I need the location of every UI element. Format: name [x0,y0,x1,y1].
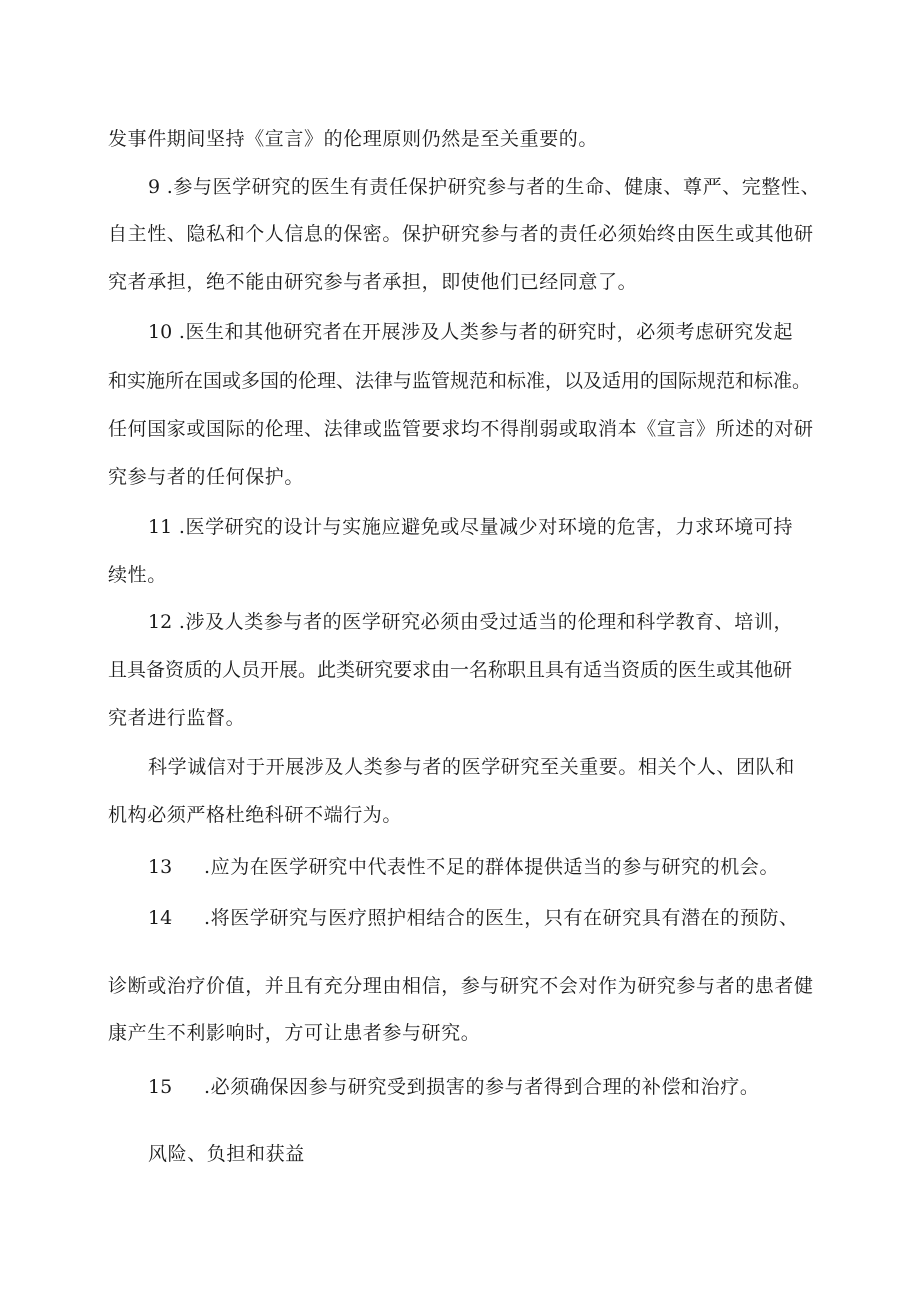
article-12-line-2: 且具备资质的人员开展。此类研究要求由一名称职且具有适当资质的医生或其他研 [108,659,793,681]
article-number: 14 [148,907,173,929]
article-15 [148,1075,759,1099]
article-14-line-3: 康产生不利影响时，方可让患者参与研究。 [108,1022,481,1044]
article-10-line-2: 和实施所在国或多国的伦理、法律与监管规范和标准，以及适用的国际规范和标准。 [108,370,812,392]
article-11-line-2: 续性。 [108,564,167,586]
article-9-line-2: 自主性、隐私和个人信息的保密。保护研究参与者的责任必须始终由医生或其他研 [108,223,814,245]
article-10-line-1 [148,320,793,344]
article-number: 10 [148,321,173,343]
integrity-line-2: 机构必须严格杜绝科研不端行为。 [108,804,403,826]
article-number: 13 [148,856,173,878]
article-text: .医生和其他研究者在开展涉及人类参与者的研究时，必须考虑研究发起 [172,321,794,343]
article-text: .参与医学研究的医生有责任保护研究参与者的生命、健康、尊严、完整性、 [160,176,821,198]
article-9-line-3: 究者承担，绝不能由研究参与者承担，即使他们已经同意了。 [108,271,638,293]
article-number: 11 [148,516,173,538]
article-10-line-3: 任何国家或国际的伦理、法律或监管要求均不得削弱或取消本《宣言》所述的对研 [108,418,814,440]
article-12-line-3: 究者进行监督。 [108,707,246,729]
article-text: .应为在医学研究中代表性不足的群体提供适当的参与研究的机会。 [204,856,780,878]
paragraph-continuation: 发事件期间坚持《宣言》的伦理原则仍然是至关重要的。 [108,128,599,150]
article-9-line-1 [148,175,820,199]
article-text: .必须确保因参与研究受到损害的参与者得到合理的补偿和治疗。 [204,1076,760,1098]
article-12-line-1 [148,610,793,634]
article-14-line-1 [148,906,799,930]
article-10-line-4: 究参与者的任何保护。 [108,466,305,488]
article-number: 12 [148,611,173,633]
section-heading: 风险、负担和获益 [148,1143,305,1165]
article-13 [148,855,779,879]
article-text: .涉及人类参与者的医学研究必须由受过适当的伦理和科学教育、培训， [172,611,794,633]
article-number: 15 [148,1076,173,1098]
article-text: .医学研究的设计与实施应避免或尽量减少对环境的危害，力求环境可持 [172,516,794,538]
article-11-line-1 [148,515,793,539]
article-number: 9 [148,176,161,198]
integrity-line-1: 科学诚信对于开展涉及人类参与者的医学研究至关重要。相关个人、团队和 [148,756,795,778]
article-text: .将医学研究与医疗照护相结合的医生，只有在研究具有潜在的预防、 [204,907,799,929]
article-14-line-2: 诊断或治疗价值，并且有充分理由相信，参与研究不会对作为研究参与者的患者健 [108,975,814,997]
